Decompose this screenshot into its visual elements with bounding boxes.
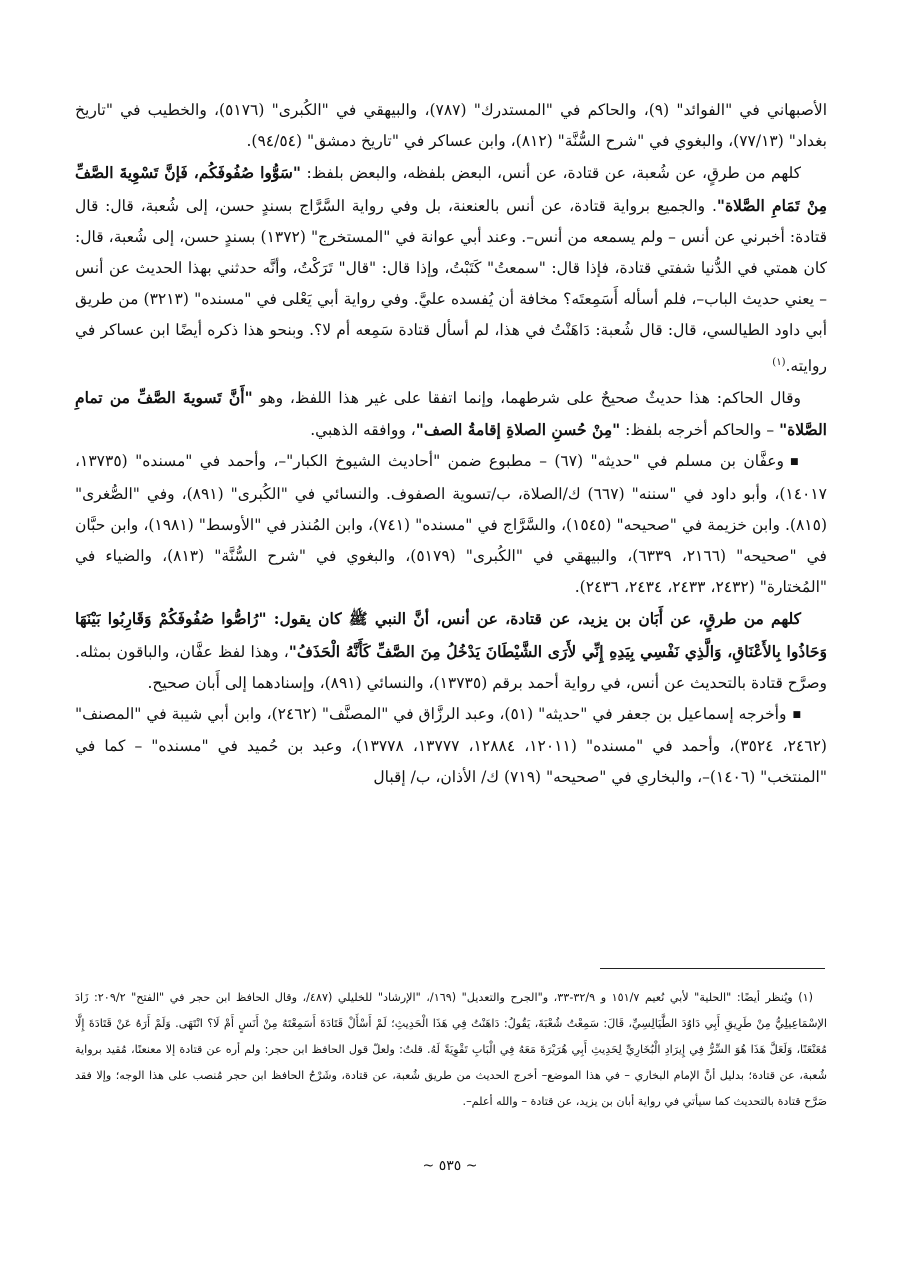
affan-sources-text: وعفَّان بن مسلم في "حديثه" (٦٧) – مطبوع ضمن "أحاديث الشيوخ الكبار"–، وأحمد في "مسنده" (١٣٧٣٥، ١٤٠١٧)، وأبو داود في "سننه" (٦٦٧) ك/الصلاة، ب/تسوية الصفوف. والنسائي في "الكُبرى" (٨٩١)، وفي "الصُّغرى" (٨١٥). وابن خزيمة في "صحيحه" (١٥٤٥)، والسَّرَّاج في "مسنده" (٧٤١)، وابن المُنذر في "الأوسط" (١٩٨١)، وابن حبَّان في "صحيحه" (٢١٦٦، ٦٣٣٩)، والبيهقي في "الكُبرى" (٥١٧٩)، والبغوي في "شرح السُّنَّة" (٨١٣)، والضياء في "المُختارة" (٢٤٣٢، ٢٤٣٣، ٢٤٣٤، ٢٤٣٦). (75, 452, 828, 597)
paragraph-affan-sources (75, 446, 827, 603)
paragraph-ismail-sources (75, 699, 827, 794)
hakim-quote-1: "أَنَّ تَسويةَ الصَّفِّ من تمامِ الصَّلاة" (75, 387, 827, 440)
footnotes (75, 985, 827, 1115)
paragraph-hakim (75, 382, 827, 446)
footnote-ref-1[interactable]: (١) (772, 356, 786, 368)
hakim-intro: وقال الحاكم: هذا حديثٌ صحيحٌ على شرطهما، وإنما اتفقا على غير هذا اللفظ، وهو (252, 388, 802, 407)
hakim-end: ، ووافقه الذهبي. (310, 421, 416, 440)
hadith-quote-tasweeh: "سَوُّوا صُفُوفَكُم، فَإنَّ تَسْوِيةَ الصَّفِّ مِنْ تَمَامِ الصَّلاة" (75, 163, 827, 215)
bullet-square-icon: ■ (792, 710, 801, 721)
shuba-chain-rest: . والجميع برواية قتادة، عن أنس بالعنعنة، بل وفي رواية السَّرَّاج بسندٍ حسن، إلى شُعبة، قال: قال قتادة: أخبرني عن أنس – ولم يسمعه من أنس–. وعند أبي عوانة في "المستخرج" (١٣٧٢) بسندٍ حسن، إلى شُعبة، قال: كان همتي في الدُّنيا شفتي قتادة، فإذا قال: "سمعتُ" كَتَبْتُ، وإذا قال: "قال" تَرَكْتُ، وأنَّه حدثني بهذا الحديث عن أنس – يعني حديث الباب–، فلم أسأله أَسَمِعتَه؟ مخافة أن يُفسده عليَّ. وفي رواية أبي يَعْلى في "مسنده" (٣٢١٣) من طريق أبي داود الطيالسي، قال: قال شُعبة: دَاهَنْتُ في هذا، لم أسأل قتادة سَمِعه أم لا؟. وبنحو هذا ذكره أيضًا ابن عساكر في روايته. (75, 196, 827, 375)
page-number: ~ ٥٣٥ ~ (422, 1158, 478, 1174)
hakim-quote-2: "مِنْ حُسنِ الصلاةِ إقامةُ الصف" (415, 420, 621, 440)
ismail-sources-text: وأخرجه إسماعيل بن جعفر في "حديثه" (٥١)، وعبد الرزَّاق في "المصنَّف" (٢٤٦٢)، وابن أبي شيبة في "المصنف" (٢٤٦٢، ٣٥٢٤)، وأحمد في "مسنده" (١٢٠١١، ١٢٨٨٤، ١٣٧٧٧، ١٣٧٧٨)، وعبد بن حُميد في "مسنده" – كما في "المنتخب" (١٤٠٦)–، والبخاري في "صحيحه" (٧١٩) ك/ الأذان، ب/ إقبال (75, 705, 827, 787)
footnote-1: (١) ويُنظر أيضًا: "الحلية" لأبي نُعيم ١٥١/٧ و ٣٢/٩-٣٣، و"الجرح والتعديل" (١٦٩/، "الإرشاد" للخليلي (٤٨٧/، وقال الحافظ ابن حجر في "الفتح" ٢٠٩/٢: زَادَ الإسْمَاعِيلِيُّ مِنْ طَرِيقِ أَبِي دَاوُدَ الطَّيَالِسِيِّ، قَالَ: سَمِعْتُ شُعْبَةَ، يَقُولُ: دَاهَنْتُ فِي هَذَا الْحَدِيثِ؛ لَمْ أَسْأَلْ قَتَادَةَ أَسَمِعْتَهُ مِنْ أَنَسٍ أَمْ لَا؟ انْتَهَى. وَلَمْ أَرَهُ عَنْ قَتَادَةَ إِلَّا مُعَنْعَنًا، وَلَعَلَّ هَذَا هُوَ السِّرُّ فِي إِيرَادِ الْبُخَارِيِّ لِحَدِيثِ أَبِي هُرَيْرَةَ مَعَهُ فِي الْبَابِ تَقْوِيَةً لَهُ. قلتُ: ولعلّ قول الحافظ ابن حجر: ولم أره عن قتادة إلا معنعنًا، مُقيد برواية شُعبة، عن قتادة؛ بدليل أنَّ الإمام البخاري – في هذا الموضع– أخرج الحديث من طريق شُعبة، عن قتادة، وشَرْحُ الحافظ ابن حجر مُنصب على هذا الوجه؛ وإلا فقد صَرَّح قتادة بالتحديث كما سيأتي في رواية أبان بن يزيد، عن قتادة – والله أعلم–. (75, 991, 827, 1108)
shuba-chain-intro: كلهم من طرقٍ، عن شُعبة، عن قتادة، عن أنس، البعض بلفظه، والبعض بلفظ: (300, 164, 801, 183)
hadith-quote-rassu: كلهم من طرقٍ، عن أَبَان بن يزيد، عن قتادة، عن أنس، أنَّ النبي ﷺ كان يقول: "رُاصُّوا صُفُوفَكُمْ وَقَارِبُوا بَيْنَهَا وَحَاذُوا بِالأَعْنَاقِ، وَالَّذِي نَفْسِي بِيَدِهِ إِنِّي لأَرَى الشَّيْطَانَ يَدْخُلُ مِنَ الصَّفِّ كَأَنَّهُ الْحَذَفُ" (75, 609, 827, 661)
paragraph-sources-1: الأصبهاني في "الفوائد" (٩)، والحاكم في "المستدرك" (٧٨٧)، والبيهقي في "الكُبرى" (٥١٧٦)، والخطيب في "تاريخ بغداد" (٧٧/١٣)، والبغوي في "شرح السُّنَّة" (٨١٢)، وابن عساكر في "تاريخ دمشق" (٩٤/٥٤). (75, 101, 828, 151)
bullet-square-icon: ■ (790, 457, 801, 468)
paragraph-aban-chain (75, 603, 827, 699)
main-text (75, 95, 827, 794)
paragraph-shuba-chain (75, 157, 827, 382)
hakim-mid: – والحاكم أخرجه بلفظ: (620, 421, 780, 440)
aban-chain-rest: ، وهذا لفظ عفَّان، والباقون بمثله. وصرَّح قتادة بالتحديث عن أنس، في رواية أحمد برقم (١٣٧٣٥)، والنسائي (٨٩١)، وإسنادهما إلى أَبان صحيح. (75, 642, 827, 692)
footnote-separator (600, 968, 825, 969)
